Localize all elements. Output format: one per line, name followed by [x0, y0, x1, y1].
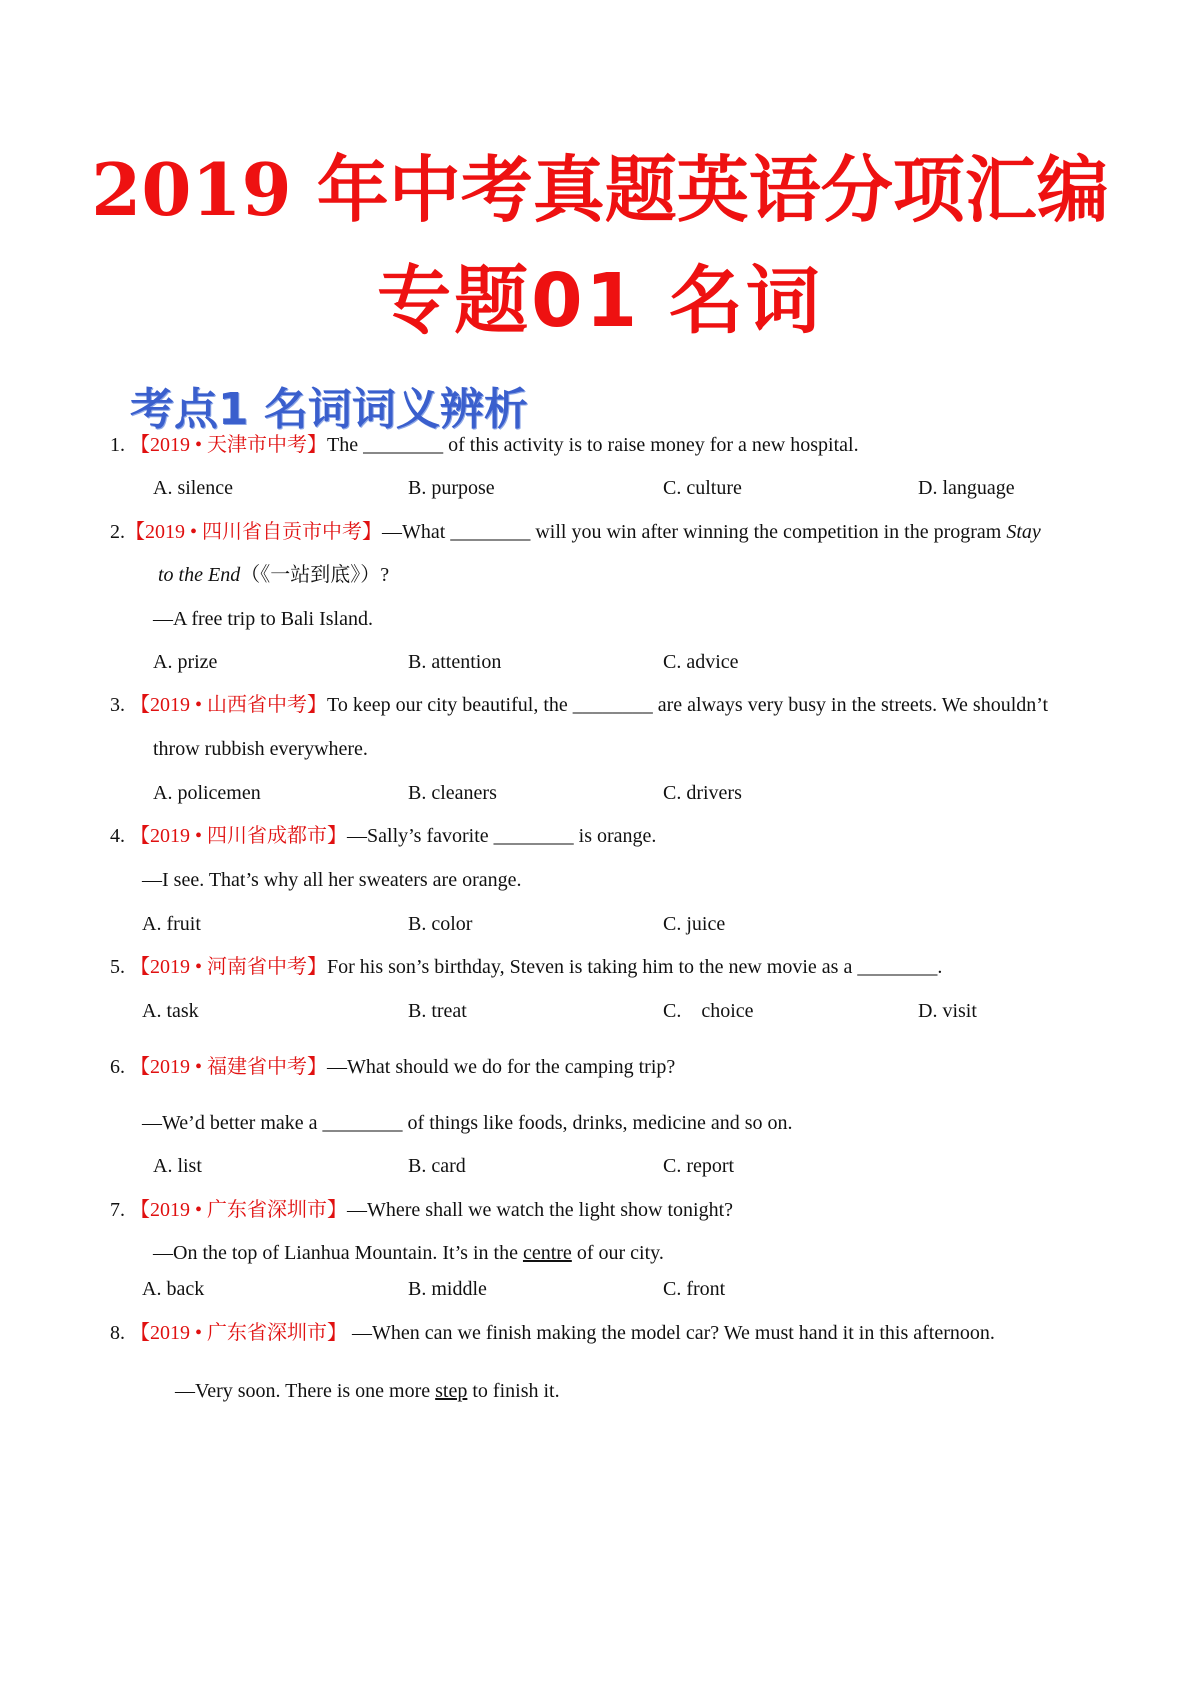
option-c: C. choice: [663, 1000, 754, 1022]
option-a: A. prize: [153, 651, 218, 673]
question-number: 1.: [110, 434, 125, 456]
answer-text-end: of our city.: [571, 1242, 664, 1264]
question-stem: For his son’s birthday, Steven is taking him to the new movie as a ________.: [327, 956, 943, 978]
question-stem: —Where shall we watch the light show tonight?: [347, 1199, 734, 1221]
program-name-cont: to the End: [158, 564, 241, 586]
option-a: A. policemen: [153, 782, 261, 804]
question-source: 【2019 • 山西省中考】: [130, 694, 328, 716]
option-a: A. back: [142, 1278, 205, 1300]
topic-subtitle: 专题01 名词: [377, 258, 823, 344]
question-source: 【2019 • 四川省自贡市中考】: [125, 521, 383, 543]
option-d: D. language: [918, 477, 1015, 499]
option-a: A. list: [153, 1155, 202, 1177]
question-number: 2.: [110, 521, 125, 543]
question-source: 【2019 • 四川省成都市】: [130, 825, 348, 847]
option-b: B. cleaners: [408, 782, 497, 804]
option-a: A. task: [142, 1000, 199, 1022]
option-c: C. culture: [663, 477, 742, 499]
question-stem-cont: （《一站到底》）?: [240, 564, 390, 586]
question-stem: —What should we do for the camping trip?: [327, 1056, 676, 1078]
question-stem: —When can we finish making the model car? We must hand it in this afternoon.: [347, 1322, 995, 1344]
program-name: Stay: [1006, 521, 1041, 543]
question-number: 3.: [110, 694, 125, 716]
question-source: 【2019 • 天津市中考】: [130, 434, 328, 456]
option-c: C. report: [663, 1155, 735, 1177]
answer-text: —Very soon. There is one more: [175, 1380, 436, 1402]
question-number: 7.: [110, 1199, 125, 1221]
option-a: A. silence: [153, 477, 233, 499]
option-b: B. treat: [408, 1000, 467, 1022]
option-a: A. fruit: [142, 913, 201, 935]
option-b: B. middle: [408, 1278, 487, 1300]
question-7: [110, 1196, 733, 1224]
question-3-continued: throw rubbish everywhere.: [153, 738, 368, 760]
underlined-word: centre: [522, 1242, 572, 1264]
option-c: C. advice: [663, 651, 739, 673]
answer-line: [153, 1239, 664, 1267]
section-heading: 考点1 名词词义辨析: [130, 384, 528, 435]
question-number: 4.: [110, 825, 125, 847]
question-stem: —What ________ will you win after winning the competition in the program: [382, 521, 1007, 543]
option-d: D. visit: [918, 1000, 977, 1022]
option-c: C. front: [663, 1278, 726, 1300]
question-1: [110, 431, 859, 459]
answer-line: —We’d better make a ________ of things like foods, drinks, medicine and so on.: [142, 1112, 793, 1134]
question-5: [110, 953, 942, 981]
option-c: C. juice: [663, 913, 726, 935]
question-source: 【2019 • 广东省深圳市】: [130, 1322, 348, 1344]
option-b: B. card: [408, 1155, 466, 1177]
question-3: [110, 691, 1048, 719]
underlined-word: step: [435, 1380, 468, 1402]
question-source: 【2019 • 广东省深圳市】: [130, 1199, 348, 1221]
question-stem: The ________ of this activity is to raise money for a new hospital.: [327, 434, 859, 456]
option-c: C. drivers: [663, 782, 742, 804]
question-number: 5.: [110, 956, 125, 978]
answer-line: [175, 1377, 560, 1405]
option-b: B. color: [408, 913, 473, 935]
question-number: 6.: [110, 1056, 125, 1078]
question-6: [110, 1053, 675, 1081]
question-stem: To keep our city beautiful, the ________ are always very busy in the streets. We shouldn’t: [327, 694, 1049, 716]
answer-line: —I see. That’s why all her sweaters are orange.: [142, 869, 522, 891]
question-source: 【2019 • 河南省中考】: [130, 956, 328, 978]
option-b: B. purpose: [408, 477, 495, 499]
question-stem: —Sally’s favorite ________ is orange.: [347, 825, 657, 847]
answer-text: —On the top of Lianhua Mountain. It’s in the: [153, 1242, 523, 1264]
answer-text-end: to finish it.: [467, 1380, 560, 1402]
question-2-continued: [158, 561, 389, 589]
question-source: 【2019 • 福建省中考】: [130, 1056, 328, 1078]
page-title: 2019 年中考真题英语分项汇编: [91, 147, 1109, 232]
question-number: 8.: [110, 1322, 125, 1344]
question-4: [110, 822, 656, 850]
answer-line: —A free trip to Bali Island.: [153, 608, 373, 630]
question-8: [110, 1319, 995, 1347]
question-2: [110, 518, 1041, 546]
option-b: B. attention: [408, 651, 502, 673]
